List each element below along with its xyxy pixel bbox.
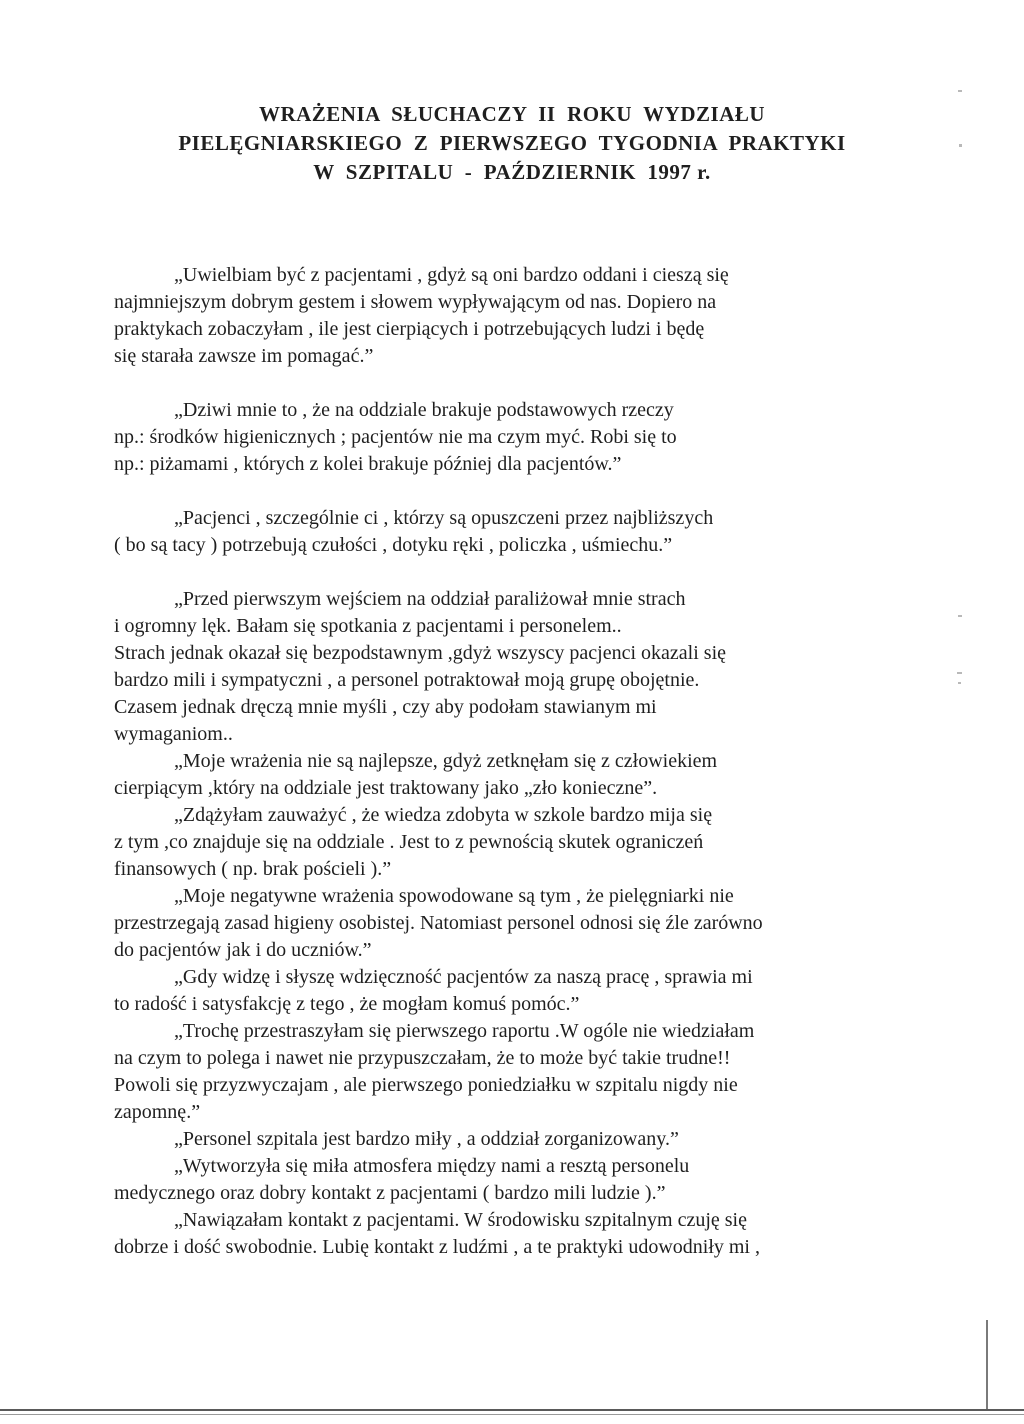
document-body	[114, 262, 894, 1261]
paragraph-line: „Gdy widzę i słyszę wdzięczność pacjentów za naszą pracę , sprawia mi	[174, 966, 753, 988]
paragraph-line: praktykach zobaczyłam , ile jest cierpiących i potrzebujących ludzi i będę	[114, 318, 705, 340]
quote-paragraph	[114, 964, 894, 1018]
paragraph-line: „Wytworzyła się miła atmosfera między nami a resztą personelu	[174, 1155, 690, 1177]
paragraph-line: Strach jednak okazał się bezpodstawnym ,gdyż wszyscy pacjenci okazali się	[114, 642, 727, 664]
paragraph-line: „Personel szpitala jest bardzo miły , a oddział zorganizowany.”	[174, 1128, 679, 1150]
scan-mark	[958, 615, 962, 617]
quote-paragraph	[114, 802, 894, 883]
document-title	[0, 100, 1024, 187]
paragraph-line: „Moje wrażenia nie są najlepsze, gdyż zetknęłam się z człowiekiem	[174, 750, 718, 772]
paragraph-spacer	[114, 370, 894, 397]
paragraph-line: przestrzegają zasad higieny osobistej. Natomiast personel odnosi się źle zarówno	[114, 912, 763, 934]
paragraph-line: się starała zawsze im pomagać.”	[114, 345, 374, 367]
quote-paragraph	[114, 505, 894, 559]
paragraph-line: z tym ,co znajduje się na oddziale . Jest to z pewnością skutek ograniczeń	[114, 831, 704, 853]
title-line-3: W SZPITALU - PAŹDZIERNIK 1997 r.	[313, 160, 711, 184]
paragraph-line: to radość i satysfakcję z tego , że mogłam komuś pomóc.”	[114, 993, 580, 1015]
paragraph-line: cierpiącym ,który na oddziale jest traktowany jako „zło konieczne”.	[114, 777, 658, 799]
paragraph-line: „Zdążyłam zauważyć , że wiedza zdobyta w szkole bardzo mija się	[174, 804, 713, 826]
quote-paragraph	[114, 397, 894, 478]
quote-paragraph	[114, 1207, 894, 1261]
paragraph-line: „Dziwi mnie to , że na oddziale brakuje podstawowych rzeczy	[174, 399, 674, 421]
scan-edge-mark	[986, 1320, 988, 1410]
scan-bottom-edge-secondary	[0, 1414, 1024, 1415]
scan-bottom-edge	[0, 1409, 1024, 1411]
paragraph-line: medycznego oraz dobry kontakt z pacjentami ( bardzo mili ludzie ).”	[114, 1182, 666, 1204]
paragraph-line: i ogromny lęk. Bałam się spotkania z pacjentami i personelem..	[114, 615, 622, 637]
paragraph-line: do pacjentów jak i do uczniów.”	[114, 939, 372, 961]
quote-paragraph	[114, 586, 894, 748]
paragraph-line: Powoli się przyzwyczajam , ale pierwszego poniedziałku w szpitalu nigdy nie	[114, 1074, 738, 1096]
paragraph-line: ( bo są tacy ) potrzebują czułości , dotyku ręki , policzka , uśmiechu.”	[114, 534, 673, 556]
paragraph-line: „Przed pierwszym wejściem na oddział paraliżował mnie strach	[174, 588, 686, 610]
title-line-2: PIELĘGNIARSKIEGO Z PIERWSZEGO TYGODNIA PRAKTYKI	[178, 131, 846, 155]
scan-mark	[958, 90, 962, 92]
paragraph-line: „Trochę przestraszyłam się pierwszego raportu .W ogóle nie wiedziałam	[174, 1020, 755, 1042]
paragraph-line: Czasem jednak dręczą mnie myśli , czy aby podołam stawianym mi	[114, 696, 657, 718]
paragraph-line: „Pacjenci , szczególnie ci , którzy są opuszczeni przez najbliższych	[174, 507, 714, 529]
quote-paragraph	[114, 883, 894, 964]
paragraph-line: finansowych ( np. brak pościeli ).”	[114, 858, 392, 880]
paragraph-line: wymaganiom..	[114, 723, 233, 745]
quote-paragraph	[114, 1126, 894, 1153]
paragraph-spacer	[114, 559, 894, 586]
paragraph-line: „Moje negatywne wrażenia spowodowane są tym , że pielęgniarki nie	[174, 885, 734, 907]
quote-paragraph	[114, 262, 894, 370]
scan-mark	[958, 682, 961, 684]
title-line-1: WRAŻENIA SŁUCHACZY II ROKU WYDZIAŁU	[258, 102, 766, 126]
quote-paragraph	[114, 1018, 894, 1126]
scan-mark	[957, 672, 962, 674]
paragraph-line: np.: środków higienicznych ; pacjentów nie ma czym myć. Robi się to	[114, 426, 677, 448]
paragraph-line: na czym to polega i nawet nie przypuszczałam, że to może być takie trudne!!	[114, 1047, 731, 1069]
paragraph-line: najmniejszym dobrym gestem i słowem wypływającym od nas. Dopiero na	[114, 291, 717, 313]
quote-paragraph	[114, 1153, 894, 1207]
paragraph-line: „Nawiązałam kontakt z pacjentami. W środowisku szpitalnym czuję się	[174, 1209, 747, 1231]
paragraph-line: bardzo mili i sympatyczni , a personel potraktował moją grupę obojętnie.	[114, 669, 700, 691]
paragraph-line: zapomnę.”	[114, 1101, 201, 1123]
scan-mark	[959, 144, 962, 147]
paragraph-line: „Uwielbiam być z pacjentami , gdyż są oni bardzo oddani i cieszą się	[174, 264, 729, 286]
paragraph-spacer	[114, 478, 894, 505]
quote-paragraph	[114, 748, 894, 802]
paragraph-line: np.: piżamami , których z kolei brakuje później dla pacjentów.”	[114, 453, 622, 475]
paragraph-line: dobrze i dość swobodnie. Lubię kontakt z ludźmi , a te praktyki udowodniły mi ,	[114, 1236, 760, 1258]
